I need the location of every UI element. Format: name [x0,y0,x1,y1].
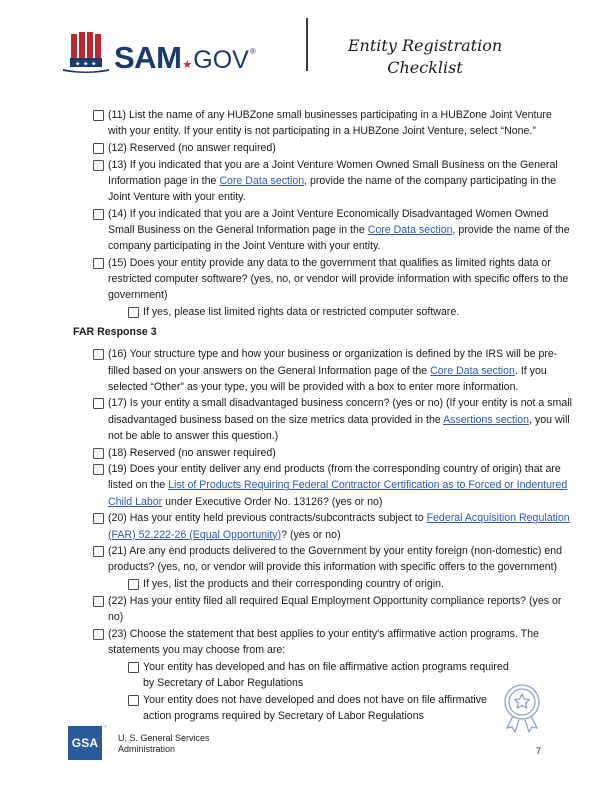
checkbox[interactable] [93,110,104,121]
item-text: (18) Reserved (no answer required) [108,446,276,459]
assertions-section-link[interactable]: Assertions section [443,413,530,426]
item-text: (19) Does your entity deliver any end products (from the corresponding country of origin) that are listed on the [108,463,561,492]
checklist-item-11 [0,107,612,139]
checkbox[interactable] [93,546,104,557]
item-text: (11) List the name of any HUBZone small businesses participating in a HUBZone Joint Venture with your entity. If your entity is not participating in a HUBZone Joint Venture, select “None.” [108,109,552,138]
checklist-item-23 [0,626,612,658]
svg-text:★: ★ [83,60,89,68]
core-data-section-link[interactable]: Core Data section [430,364,515,377]
title-line-2: Checklist [387,58,463,77]
title-line-1: Entity Registration [347,36,503,55]
checkbox[interactable] [93,209,104,220]
agency-line-1: U. S. General Services [118,733,210,743]
item-text: (13) If you indicated that you are a Joint Venture Women Owned Small Business on the General Information page in the [108,158,558,187]
item-text-cont: , you will not be able to answer this question.) [108,413,570,442]
far-52-222-26-link[interactable]: Federal Acquisition Regulation (FAR) 52.222-26 (Equal Opportunity) [108,512,570,541]
checkbox[interactable] [128,662,139,673]
item-text-cont: ? (yes or no) [281,528,341,541]
checkbox[interactable] [93,513,104,524]
trademark-mark: ® [104,724,107,729]
item-text-cont: , provide the name of the company participating in the Joint Venture with your entity. [108,174,557,204]
header-divider [306,18,308,71]
checkbox[interactable] [93,143,104,154]
checklist-item-22 [0,593,612,625]
item-text: (15) Does your entity provide any data to the government that qualifies as limited rights data or restricted computer software? (yes, no, or vendor will provide information with specific offers to the government) [108,256,569,302]
item-text: (12) Reserved (no answer required) [108,141,276,154]
section-heading-far-response-3: FAR Response 3 [73,326,157,339]
checkbox[interactable] [128,307,139,318]
checkbox[interactable] [93,160,104,171]
page-number: 7 [536,746,542,756]
checklist-item-18 [0,445,612,461]
checkbox[interactable] [93,398,104,409]
checklist-item-15 [0,255,612,304]
checklist-item-19 [0,461,612,510]
logo-sam-text: SAM [114,40,182,75]
checklist-subitem-21a [0,576,612,592]
gsa-logo[interactable]: GSA [68,726,102,760]
logo-wordmark [114,42,256,73]
item-text: (14) If you indicated that you are a Joint Venture Economically Disadvantaged Women Owned Small Business on the General Information page in the [108,207,549,236]
sam-gov-logo[interactable] [62,30,256,74]
checklist-item-14 [0,206,612,255]
logo-star-icon: ★ [182,59,193,71]
checklist-item-20 [0,510,612,542]
checklist-item-17 [0,395,612,444]
item-text: (21) Are any end products delivered to the Government by your entity foreign (non-domestic) end products? (yes, no, or vendor will provide this information with specific offers to the government) [108,545,563,574]
checklist-subitem-15a [0,304,612,320]
checkbox[interactable] [93,349,104,360]
checklist-item-16 [0,346,612,395]
uncle-sam-hat-icon [62,32,110,74]
core-data-section-link[interactable]: Core Data section [367,223,453,236]
item-text-cont: under Executive Order No. 13126? (yes or no) [162,495,383,508]
checkbox[interactable] [93,448,104,459]
item-text-cont: , provide the name of the company participating in the Joint Venture with your entity. [108,223,570,253]
logo-gov-text: GOV [193,46,249,74]
registered-mark: ® [249,47,256,56]
checkbox[interactable] [93,596,104,607]
svg-text:★: ★ [91,60,97,68]
checklist-item-12 [0,140,612,156]
agency-line-2: Administration [118,744,176,754]
checkbox[interactable] [128,579,139,590]
item-text-cont: . If you selected “Other” as your type, you will be provided with a box to enter more information. [108,364,547,393]
core-data-section-link[interactable]: Core Data section [219,174,305,187]
item-text: If yes, please list limited rights data or restricted computer software. [143,305,460,318]
item-text: If yes, list the products and their corresponding country of origin. [143,578,444,591]
checkbox[interactable] [128,695,139,706]
item-text: Your entity has developed and has on file affirmative action programs required by Secretary of Labor Regulations [143,660,509,689]
forced-child-labor-list-link[interactable]: List of Products Requiring Federal Contractor Certification as to Forced or Indentured Child Labor [108,479,568,508]
checkbox[interactable] [93,629,104,640]
checkbox[interactable] [93,464,104,475]
item-text: (22) Has your entity filed all required Equal Employment Opportunity compliance reports? (yes or no) [108,594,562,624]
document-title [330,35,520,79]
item-text: (23) Choose the statement that best applies to your entity's affirmative action programs. The statements you may choose from are: [108,627,539,656]
agency-name [118,733,210,755]
checklist-content [0,107,612,725]
checkbox[interactable] [93,258,104,269]
item-text: (20) Has your entity held previous contracts/subcontracts subject to [108,512,427,525]
item-text: (16) Your structure type and how your business or organization is defined by the IRS will be pre-filled based on your answers on the General Information page of the [108,348,558,377]
svg-text:★: ★ [75,60,81,68]
item-text: Your entity does not have developed and does not have on file affirmative action programs required by Secretary of Labor Regulations [143,693,487,722]
item-text: (17) Is your entity a small disadvantaged business concern? (yes or no) (If your entity is not a small disadvantaged business based on the size metrics data provided in the [108,397,572,426]
page-header [0,0,612,100]
checklist-item-13 [0,157,612,206]
checklist-item-21 [0,543,612,575]
page-footer [0,720,612,792]
